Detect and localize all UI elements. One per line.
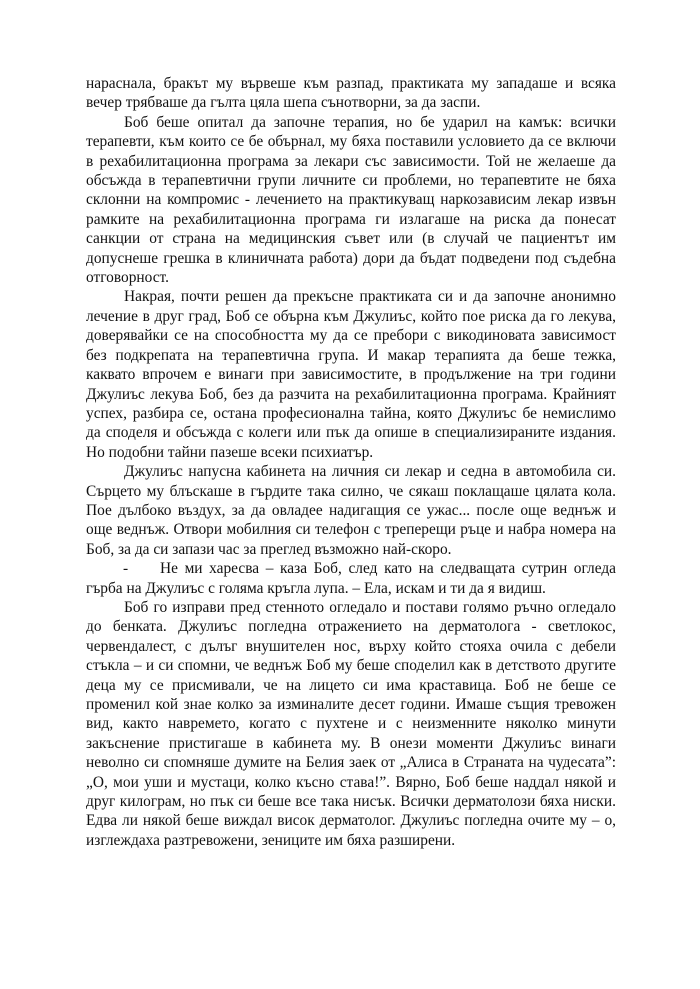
page-body: [86, 74, 616, 850]
paragraph-2: Боб беше опитал да започне терапия, но бе ударил на камък: всички терапевти, към които се бе обърнал, му бяха поставили условието да се включи в рехабилитационна програма за лекари със зависимости. Той не желаеше да обсъжда в терапевтични групи личните си проблеми, но терапевтите не бяха склонни на компромис - лечението на практикуващ наркозависим лекар извън рамките на рехабилитационна програма ги излагаше на риска да понесат санкции от страна на медицинския съвет или (в случай че пациентът им допуснеше грешка в клиничната работа) дори да бъдат подведени под съдебна отговорност.: [86, 113, 616, 287]
dialog-text: Не ми харесва – каза Боб, след като на следващата сутрин огледа гърба на Джулиъс с голяма кръгла лупа. – Ела, искам и ти да я видиш.: [86, 560, 616, 597]
paragraph-3: Накрая, почти решен да прекъсне практиката си и да започне анонимно лечение в друг град, Боб се обърна към Джулиъс, който пое риска да го лекува, доверявайки се на способността му да се пребори с викодиновата зависимост без подкрепата на терапевтична група. И макар терапията да беше тежка, каквато впрочем е винаги при зависимостите, в продължение на три години Джулиъс лекува Боб, без да разчита на рехабилитационна програма. Крайният успех, разбира се, остана професионална тайна, която Джулиъс бе немислимо да споделя и обсъжда с колеги или пък да опише в специализираните издания. Но подобни тайни пазеше всеки психиатър.: [86, 288, 616, 461]
dialog-line: [86, 559, 616, 598]
paragraph-4: Джулиъс напусна кабинета на личния си лекар и седна в автомобила си. Сърцето му блъскаше в гърдите така силно, че сякаш поклащаше цялата кола. Пое дълбоко въздух, за да овладее надигащия се ужас... после още веднъж и още веднъж. Отвори мобилния си телефон с треперещи ръце и набра номера на Боб, за да си запази час за преглед възможно най-скоро.: [86, 463, 616, 558]
paragraph-6: Боб го изправи пред стенното огледало и постави голямо ръчно огледало до бенката. Джулиъс погледна отражението на дерматолога - светлокос, червендалест, с дълъг внушителен нос, върху който стояха очила с дебели стъкла – и си спомни, че веднъж Боб му беше споделил как в детството другите деца му се присмивали, че на лицето си има краставица. Боб не беше се променил кой знае колко за изминалите десет години. Имаше същия тревожен вид, както навремето, когато с пухтене и с неизменните няколко минути закъснение пристигаше в кабинета му. В онези моменти Джулиъс винаги неволно си спомняше думите на Белия заек от „Алиса в Страната на чудесата”: „О, мои уши и мустаци, колко късно става!”. Вярно, Боб беше наддал някой и друг килограм, но пък си беше все така нисък. Всички дерматолози бяха ниски. Едва ли някой беше виждал висок дерматолог. Джулиъс погледна очите му – о, изглеждаха разтревожени, зениците им бяха разширени.: [86, 598, 616, 849]
dialog-dash: -: [123, 560, 129, 578]
paragraph-1: нараснала, бракът му вървеше към разпад, практиката му западаше и всяка вечер трябваше да гълта цяла шепа сънотворни, за да заспи.: [86, 75, 616, 112]
